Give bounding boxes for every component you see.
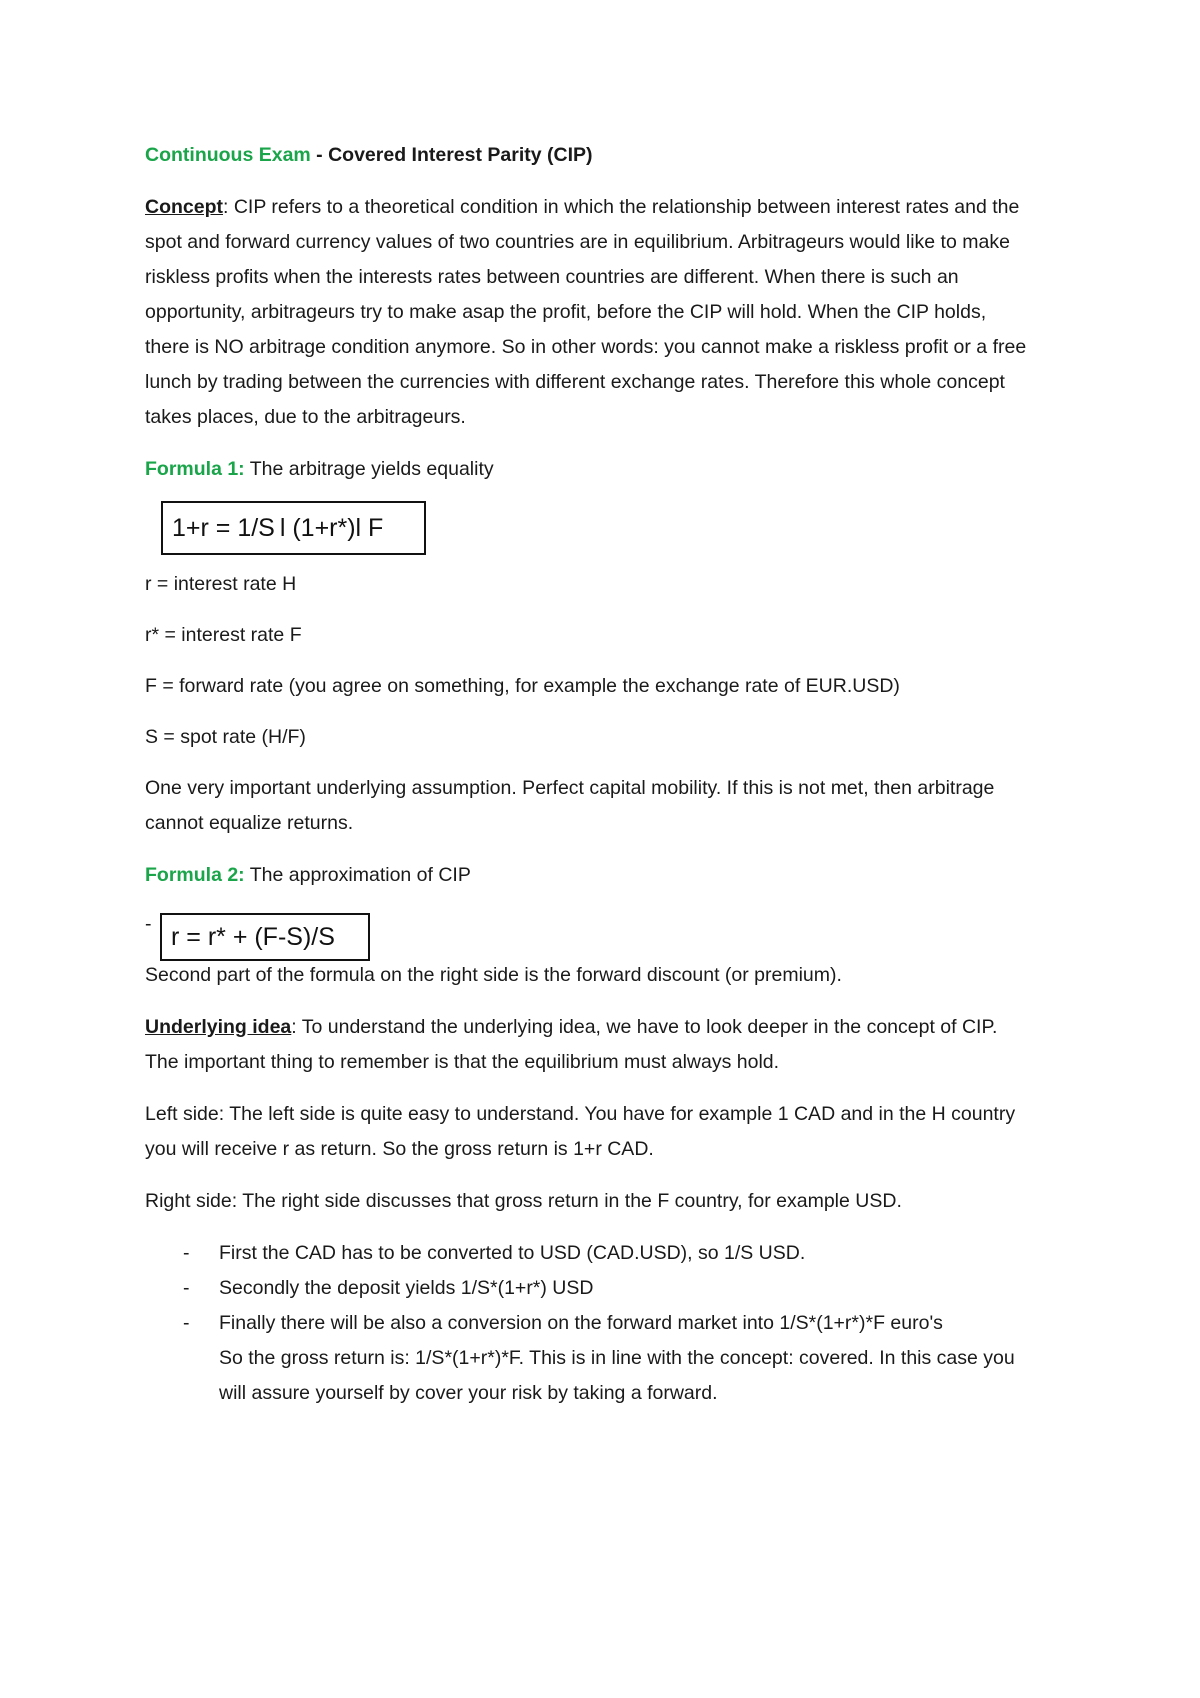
concept-line-6: lunch by trading between the currencies with different exchange rates. Therefore this whole concept	[145, 371, 1005, 393]
assumption-line-2: cannot equalize returns.	[145, 812, 354, 834]
formula2-heading	[145, 864, 471, 887]
formula1-box: 1+r = 1/S l (1+r*)l F	[161, 501, 426, 555]
underlying-line-1: Underlying idea: To understand the underlying idea, we have to look deeper in the concept of CIP.	[145, 1016, 998, 1038]
formula2-box: r = r* + (F-S)/S	[160, 913, 370, 961]
bullet-dash: -	[183, 1242, 190, 1264]
concept-label: Concept	[145, 196, 223, 218]
title-exam-label: Continuous Exam	[145, 144, 311, 166]
right-side-intro: Right side: The right side discusses that gross return in the F country, for example USD.	[145, 1190, 902, 1212]
left-side-line-2: you will receive r as return. So the gross return is 1+r CAD.	[145, 1138, 654, 1160]
definition-f: F = forward rate (you agree on something, for example the exchange rate of EUR.USD)	[145, 675, 900, 697]
document-page: Continuous Exam - Covered Interest Parity (CIP) Concept: CIP refers to a theoretical condition in which the relationship between interest rates and the spot and forward currency values of two countries are in equilibrium. Arbitrageurs would like to make riskless profits when the interests rates between countries are different. When there is such an opportunity, arbitrageurs try to make asap the profit, before the CIP will hold. When the CIP holds, there is NO arbitrage condition anymore. So in other words: you cannot make a riskless profit or a free lunch by trading between the currencies with different exchange rates. Therefore this whole concept takes places, due to the arbitrageurs. Formula 1: The arbitrage yields equality 1+r = 1/S l (1+r*)l F r = interest rate H r* = interest rate F F = forward rate (you agree on something, for example the exchange rate of EUR.USD) S = spot rate (H/F) One very important underlying assumption. Perfect capital mobility. If this is not met, then arbitrage cannot equalize returns. Formula 2: The approximation of CIP - r = r* + (F-S)/S Second part of the formula on the right side is the forward discount (or premium). Underlying idea: To understand the underlying idea, we have to look deeper in the concept of CIP. The important thing to remember is that the equilibrium must always hold. Left side: The left side is quite easy to understand. You have for example 1 CAD and in the H country you will receive r as return. So the gross return is 1+r CAD. Right side: The right side discusses that gross return in the F country, for example USD. - First the CAD has to be converted to USD (CAD.USD), so 1/S USD. - Secondly the deposit yields 1/S*(1+r*) USD - Finally there will be also a conversion on the forward market into 1/S*(1+r*)*F euro's So the gross return is: 1/S*(1+r*)*F. This is in line with the concept: covered. In this case you will assure yourself by cover your risk by taking a forward.	[145, 144, 1027, 1404]
definition-r-star: r* = interest rate F	[145, 624, 302, 646]
concept-line-4: opportunity, arbitrageurs try to make asap the profit, before the CIP will hold. When the CIP holds,	[145, 301, 987, 323]
formula1-label: Formula 1:	[145, 458, 245, 480]
concept-line-7: takes places, due to the arbitrageurs.	[145, 406, 466, 428]
concept-line-3: riskless profits when the interests rates between countries are different. When there is such an	[145, 266, 959, 288]
bullet-dash: -	[183, 1312, 190, 1334]
concept-line-1: Concept: CIP refers to a theoretical condition in which the relationship between interest rates and the	[145, 196, 1020, 218]
title-topic: - Covered Interest Parity (CIP)	[310, 144, 593, 166]
left-side-line-1: Left side: The left side is quite easy to understand. You have for example 1 CAD and in the H country	[145, 1103, 1016, 1125]
formula2-note: Second part of the formula on the right side is the forward discount (or premium).	[145, 964, 842, 986]
formula1-heading	[145, 458, 494, 481]
formula1-desc: The arbitrage yields equality	[244, 458, 494, 480]
bullet-dash: -	[183, 1277, 190, 1299]
formula2-label: Formula 2:	[145, 864, 245, 886]
underlying-line-2: The important thing to remember is that the equilibrium must always hold.	[145, 1051, 780, 1073]
concept-line-2: spot and forward currency values of two countries are in equilibrium. Arbitrageurs would like to make	[145, 231, 1010, 253]
assumption-line-1: One very important underlying assumption. Perfect capital mobility. If this is not met, then arbitrage	[145, 777, 995, 799]
underlying-label: Underlying idea	[145, 1016, 292, 1038]
document-title	[145, 144, 593, 167]
concept-line-5: there is NO arbitrage condition anymore. So in other words: you cannot make a riskless profit or a free	[145, 336, 1027, 358]
definition-s: S = spot rate (H/F)	[145, 726, 306, 748]
definition-r: r = interest rate H	[145, 573, 297, 595]
formula2-desc: The approximation of CIP	[244, 864, 471, 886]
formula2-dash: -	[145, 913, 152, 935]
